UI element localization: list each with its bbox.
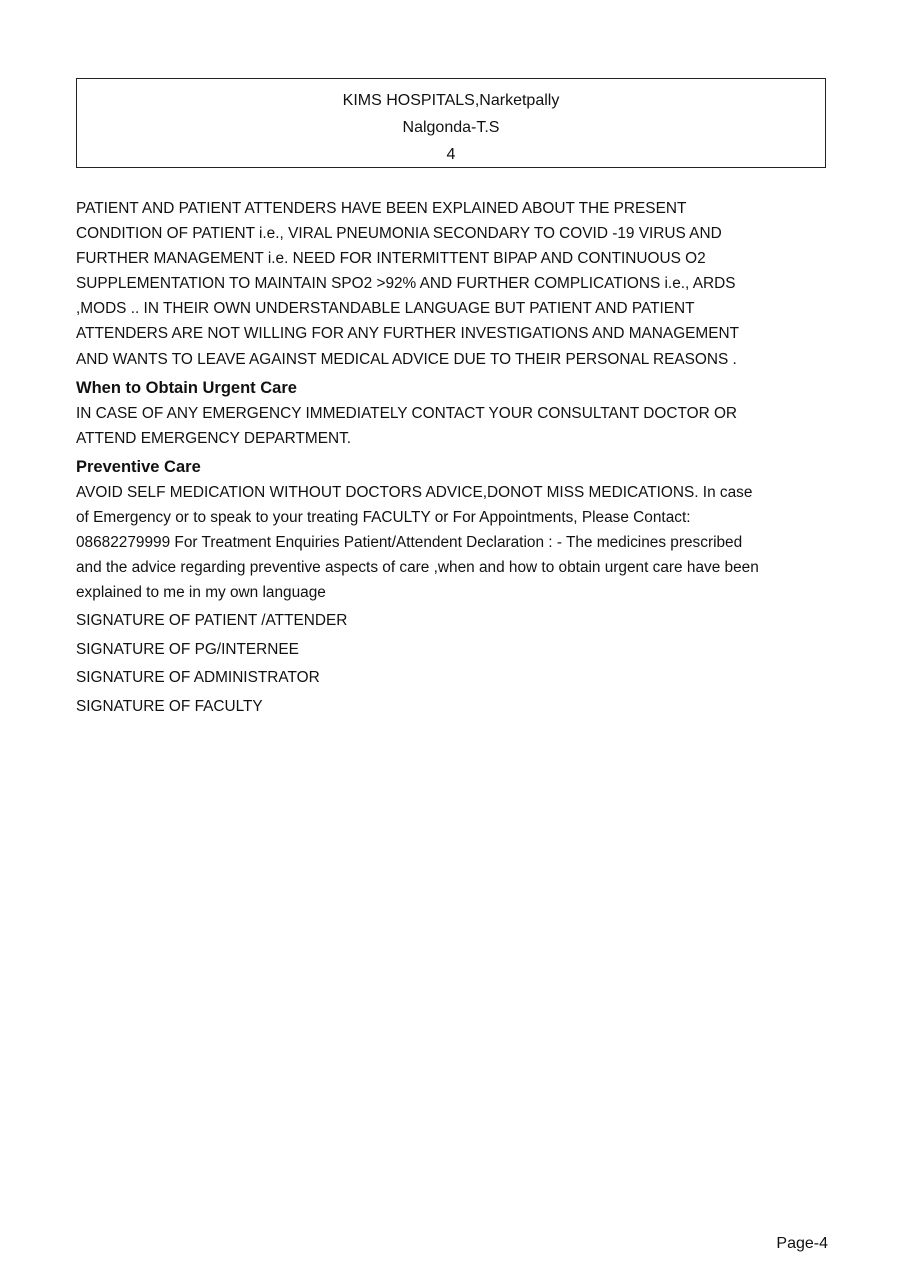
hospital-header-box xyxy=(76,78,826,168)
hospital-name: KIMS HOSPITALS,Narketpally xyxy=(342,92,560,109)
footer-page-label: Page-4 xyxy=(776,1235,828,1252)
condition-paragraph: PATIENT AND PATIENT ATTENDERS HAVE BEEN EXPLAINED ABOUT THE PRESENT CONDITION OF PATIENT i.e., VIRAL PNEUMONIA SECONDARY TO COVID -19 VIRUS AND FURTHER MANAGEMENT i.e. NEED FOR INTERMITTENT BIPAP AND CONTINUOUS O2 SUPPLEMENTATION TO MAINTAIN SPO2 >92% AND FURTHER COMPLICATIONS i.e., ARDS ,MODS .. IN THEIR OWN UNDERSTANDABLE LANGUAGE BUT PATIENT AND PATIENT ATTENDERS ARE NOT WILLING FOR ANY FURTHER INVESTIGATIONS AND MANAGEMENT AND WANTS TO LEAVE AGAINST MEDICAL ADVICE DUE TO THEIR PERSONAL REASONS . xyxy=(76,200,740,368)
urgent-care-heading: When to Obtain Urgent Care xyxy=(76,378,297,397)
preventive-care-text: AVOID SELF MEDICATION WITHOUT DOCTORS ADVICE,DONOT MISS MEDICATIONS. In case of Emergency or to speak to your treating FACULTY or For Appointments, Please Contact: 08682279999 For Treatment Enquiries Patient/Attendent Declaration : - The medicines prescribed and the advice regarding preventive aspects of care ,when and how to obtain urgent care have been explained to me in my own language xyxy=(76,483,759,602)
signature-administrator: SIGNATURE OF ADMINISTRATOR xyxy=(76,669,320,687)
header-page-number: 4 xyxy=(446,146,456,163)
signature-block xyxy=(76,607,836,721)
signature-pg: SIGNATURE OF PG/INTERNEE xyxy=(76,640,299,658)
document-body xyxy=(76,196,836,721)
urgent-care-text: IN CASE OF ANY EMERGENCY IMMEDIATELY CONTACT YOUR CONSULTANT DOCTOR OR ATTEND EMERGENCY DEPARTMENT. xyxy=(76,404,738,447)
signature-patient: SIGNATURE OF PATIENT /ATTENDER xyxy=(76,612,348,630)
preventive-care-heading: Preventive Care xyxy=(76,457,201,476)
hospital-location: Nalgonda-T.S xyxy=(402,119,500,136)
signature-faculty: SIGNATURE OF FACULTY xyxy=(76,697,263,715)
